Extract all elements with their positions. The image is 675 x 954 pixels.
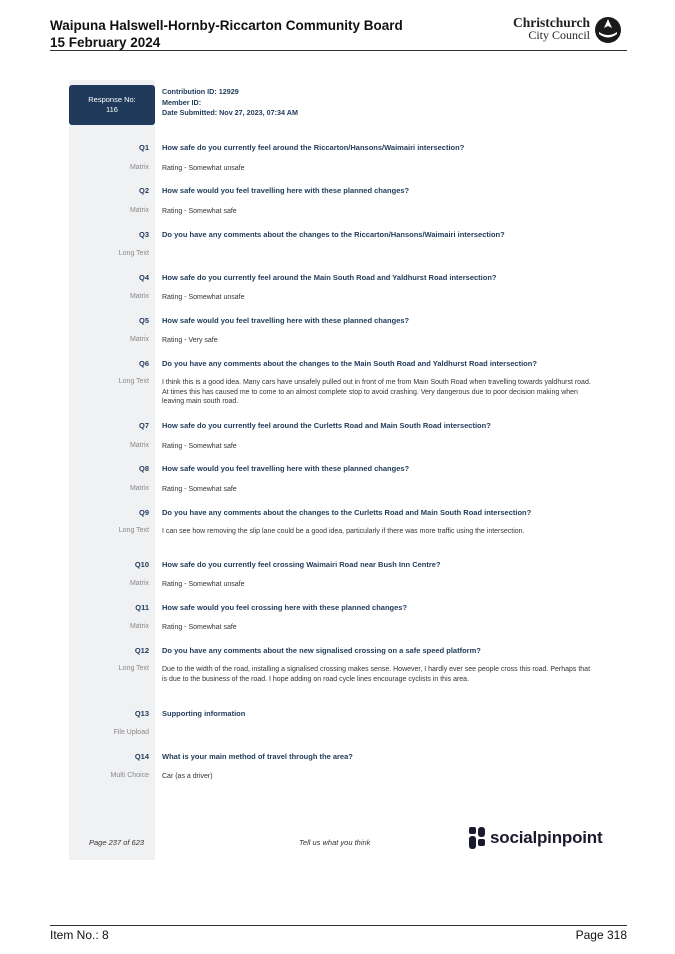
question-number: Q10 [134, 560, 149, 569]
answer-text: Rating - Somewhat safe [162, 624, 237, 631]
header-title [50, 17, 403, 51]
answer-text: Rating - Somewhat unsafe [162, 165, 245, 172]
panel-tagline: Tell us what you think [299, 838, 371, 847]
item-number: Item No.: 8 [50, 928, 109, 942]
question-text: How safe do you currently feel crossing Waimairi Road near Bush Inn Centre? [162, 560, 441, 569]
answer-text: Rating - Somewhat safe [162, 486, 237, 493]
response-badge-number: 116 [106, 105, 118, 114]
question-number: Q1 [138, 143, 149, 152]
question-number: Q9 [138, 508, 149, 517]
panel-page-number: Page 237 of 623 [89, 838, 145, 847]
socialpinpoint-logo [468, 826, 608, 850]
answer-text: Car (as a driver) [162, 773, 213, 780]
question-text: Supporting information [162, 709, 246, 718]
answer-type: Multi Choice [110, 772, 149, 779]
answer-type: Matrix [129, 164, 149, 171]
question-text: How safe would you feel travelling here with these planned changes? [162, 316, 410, 325]
answer-type: Matrix [129, 293, 149, 300]
question-number: Q2 [138, 186, 149, 195]
question-text: Do you have any comments about the changes to the Riccarton/Hansons/Waimairi intersection? [162, 230, 505, 239]
footer-divider [50, 925, 627, 926]
question-text: How safe do you currently feel around the Curletts Road and Main South Road intersection? [162, 421, 491, 430]
question-number: Q8 [138, 464, 149, 473]
question-text: How safe do you currently feel around the Riccarton/Hansons/Waimairi intersection? [162, 143, 465, 152]
answer-type: Matrix [129, 336, 149, 343]
question-number: Q12 [134, 646, 149, 655]
answer-type: Long Text [118, 250, 149, 257]
answer-type: File Upload [113, 729, 149, 736]
pinpoint-logo-icon [468, 826, 486, 850]
board-name: Waipuna Halswell-Hornby-Riccarton Community Board [50, 18, 403, 33]
answer-type: Long Text [118, 665, 149, 672]
answer-text: I can see how removing the slip lane could be a good idea, particularly if there was more traffic using the intersection. [162, 528, 525, 535]
member-id: Member ID: [162, 97, 202, 107]
answer-text: Rating - Very safe [162, 337, 218, 344]
question-number: Q14 [134, 752, 149, 761]
answer-type: Matrix [129, 442, 149, 449]
answer-type: Matrix [129, 485, 149, 492]
response-meta [162, 87, 298, 119]
response-badge-label: Response No: [88, 95, 136, 104]
answer-text: I think this is a good idea. Many cars have unsafely pulled out in front of me from Main South Road when travelling towards yaldhurst road. At times this has caused me to come to an almost complete stop to avoid crashing. Very dangerous due to poor decision making when leaving main south road. [162, 379, 591, 405]
council-emblem-icon [594, 16, 622, 44]
logo-line2: City Council [528, 28, 590, 42]
answer-text: Due to the width of the road, installing a signalised crossing makes sense. However, I hardly ever see people cross this road. Perhaps that is due to the business of the road. I hope adding on road cycle lines encourage cyclists in this area. [162, 666, 591, 683]
answer-text: Rating - Somewhat unsafe [162, 581, 245, 588]
council-logo [512, 16, 622, 46]
question-text: How safe do you currently feel around the Main South Road and Yaldhurst Road intersection? [162, 273, 497, 282]
question-text: How safe would you feel crossing here with these planned changes? [162, 603, 408, 612]
answer-type: Long Text [118, 527, 149, 534]
date-submitted: Date Submitted: Nov 27, 2023, 07:34 AM [162, 108, 298, 117]
question-text: What is your main method of travel through the area? [162, 752, 353, 761]
logo-line1: Christchurch [512, 15, 590, 30]
contribution-id: Contribution ID: 12929 [162, 87, 239, 96]
answer-type: Long Text [118, 378, 149, 385]
answer-type: Matrix [129, 623, 149, 630]
meeting-date: 15 February 2024 [50, 35, 161, 50]
response-badge [69, 85, 155, 125]
question-number: Q4 [138, 273, 149, 282]
brand-name: socialpinpoint [490, 828, 603, 847]
question-text: Do you have any comments about the changes to the Main South Road and Yaldhurst Road intersection? [162, 359, 537, 368]
question-text: How safe would you feel travelling here with these planned changes? [162, 464, 410, 473]
response-panel [69, 80, 609, 860]
question-number: Q11 [135, 603, 149, 612]
page-number: Page 318 [575, 928, 627, 942]
question-number: Q7 [138, 421, 149, 430]
question-number: Q6 [138, 359, 149, 368]
question-text: How safe would you feel travelling here with these planned changes? [162, 186, 410, 195]
question-text: Do you have any comments about the changes to the Curletts Road and Main South Road intersection? [162, 508, 532, 517]
answer-type: Matrix [129, 207, 149, 214]
question-text: Do you have any comments about the new signalised crossing on a safe speed platform? [162, 646, 481, 655]
question-number: Q5 [138, 316, 149, 325]
answer-type: Matrix [129, 580, 149, 587]
header-divider [50, 50, 627, 51]
answer-text: Rating - Somewhat unsafe [162, 294, 245, 301]
answer-text: Rating - Somewhat safe [162, 208, 237, 215]
question-number: Q13 [134, 709, 149, 718]
answer-text: Rating - Somewhat safe [162, 443, 237, 450]
question-number: Q3 [138, 230, 149, 239]
